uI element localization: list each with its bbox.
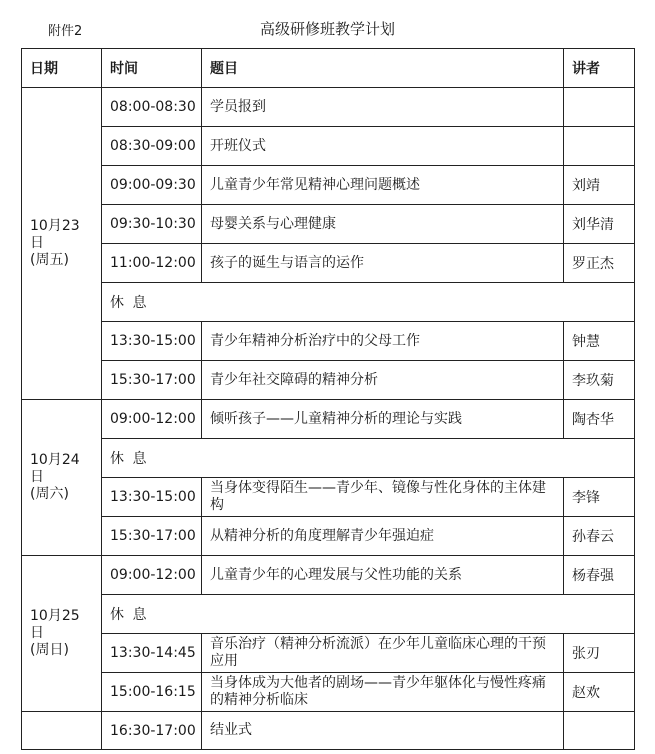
speaker-cell: 孙春云 bbox=[564, 517, 635, 556]
date-cell bbox=[22, 556, 102, 712]
speaker-cell bbox=[564, 127, 635, 166]
time-cell: 08:00-08:30 bbox=[102, 88, 202, 127]
session-row bbox=[22, 634, 635, 673]
topic-cell: 当身体变得陌生——青少年、镜像与性化身体的主体建构 bbox=[202, 478, 564, 517]
session-row bbox=[22, 322, 635, 361]
break-row bbox=[22, 595, 635, 634]
session-row bbox=[22, 244, 635, 283]
topic-cell: 儿童青少年的心理发展与父性功能的关系 bbox=[202, 556, 564, 595]
time-cell: 16:30-17:00 bbox=[102, 712, 202, 750]
time-cell: 13:30-14:45 bbox=[102, 634, 202, 673]
topic-cell: 青少年精神分析治疗中的父母工作 bbox=[202, 322, 564, 361]
date-cell bbox=[22, 88, 102, 400]
break-row bbox=[22, 439, 635, 478]
speaker-cell bbox=[564, 88, 635, 127]
page-title: 高级研修班教学计划 bbox=[259, 20, 395, 38]
header-row bbox=[22, 49, 635, 88]
speaker-cell: 罗正杰 bbox=[564, 244, 635, 283]
topic-cell: 结业式 bbox=[202, 712, 564, 750]
time-cell: 09:30-10:30 bbox=[102, 205, 202, 244]
session-row bbox=[22, 205, 635, 244]
speaker-cell bbox=[564, 712, 635, 750]
speaker-cell: 钟慧 bbox=[564, 322, 635, 361]
speaker-cell: 陶杏华 bbox=[564, 400, 635, 439]
topic-cell: 学员报到 bbox=[202, 88, 564, 127]
time-cell: 08:30-09:00 bbox=[102, 127, 202, 166]
time-cell: 15:30-17:00 bbox=[102, 517, 202, 556]
speaker-cell: 刘华清 bbox=[564, 205, 635, 244]
session-row bbox=[22, 517, 635, 556]
weekday-label: (周日) bbox=[30, 642, 69, 658]
speaker-cell: 刘靖 bbox=[564, 166, 635, 205]
session-row bbox=[22, 673, 635, 712]
date-label: 10月24日 bbox=[30, 452, 80, 485]
break-row-label: 休 息 bbox=[102, 439, 635, 478]
break-row bbox=[22, 283, 635, 322]
attachment-label: 附件2 bbox=[48, 24, 83, 39]
session-row bbox=[22, 127, 635, 166]
header-topic: 题目 bbox=[202, 49, 564, 88]
session-row bbox=[22, 478, 635, 517]
date-cell bbox=[22, 712, 102, 750]
weekday-label: (周五) bbox=[30, 252, 69, 268]
topic-cell: 当身体成为大他者的剧场——青少年躯体化与慢性疼痛的精神分析临床 bbox=[202, 673, 564, 712]
time-cell: 11:00-12:00 bbox=[102, 244, 202, 283]
session-row bbox=[22, 88, 635, 127]
time-cell: 09:00-09:30 bbox=[102, 166, 202, 205]
topic-cell: 青少年社交障碍的精神分析 bbox=[202, 361, 564, 400]
weekday-label: (周六) bbox=[30, 486, 69, 502]
topic-cell: 开班仪式 bbox=[202, 127, 564, 166]
topic-cell: 母婴关系与心理健康 bbox=[202, 205, 564, 244]
date-label: 10月23日 bbox=[30, 218, 80, 251]
topic-cell: 音乐治疗（精神分析流派）在少年儿童临床心理的干预应用 bbox=[202, 634, 564, 673]
time-cell: 09:00-12:00 bbox=[102, 556, 202, 595]
session-row bbox=[22, 556, 635, 595]
speaker-cell: 李锋 bbox=[564, 478, 635, 517]
break-row-label: 休 息 bbox=[102, 283, 635, 322]
schedule-table bbox=[21, 48, 635, 750]
topic-cell: 倾听孩子——儿童精神分析的理论与实践 bbox=[202, 400, 564, 439]
session-row bbox=[22, 166, 635, 205]
header-date: 日期 bbox=[22, 49, 102, 88]
time-cell: 13:30-15:00 bbox=[102, 322, 202, 361]
topic-cell: 从精神分析的角度理解青少年强迫症 bbox=[202, 517, 564, 556]
time-cell: 13:30-15:00 bbox=[102, 478, 202, 517]
time-cell: 09:00-12:00 bbox=[102, 400, 202, 439]
header-speaker: 讲者 bbox=[564, 49, 635, 88]
time-cell: 15:00-16:15 bbox=[102, 673, 202, 712]
time-cell: 15:30-17:00 bbox=[102, 361, 202, 400]
speaker-cell: 杨春强 bbox=[564, 556, 635, 595]
speaker-cell: 张刃 bbox=[564, 634, 635, 673]
topic-cell: 孩子的诞生与语言的运作 bbox=[202, 244, 564, 283]
speaker-cell: 赵欢 bbox=[564, 673, 635, 712]
closing-row bbox=[22, 712, 635, 750]
date-cell bbox=[22, 400, 102, 556]
topic-cell: 儿童青少年常见精神心理问题概述 bbox=[202, 166, 564, 205]
break-row-label: 休 息 bbox=[102, 595, 635, 634]
session-row bbox=[22, 400, 635, 439]
session-row bbox=[22, 361, 635, 400]
date-label: 10月25日 bbox=[30, 608, 80, 641]
speaker-cell: 李玖菊 bbox=[564, 361, 635, 400]
header-time: 时间 bbox=[102, 49, 202, 88]
